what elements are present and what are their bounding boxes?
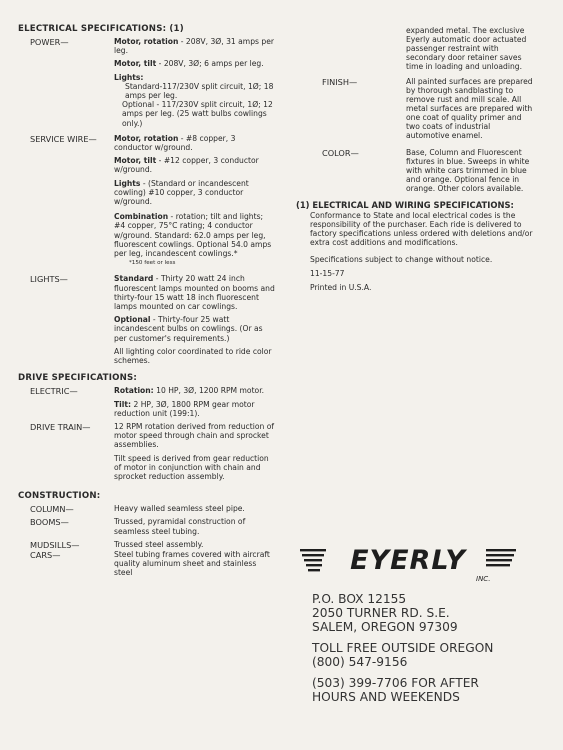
eyerly-logo <box>300 535 520 585</box>
drive-rotation: Rotation: 10 HP, 3Ø, 1200 RPM motor. <box>114 386 265 396</box>
toll-free-number: (800) 547-9156 <box>312 655 408 669</box>
address-city: SALEM, OREGON 97309 <box>312 620 458 634</box>
cars-label: CARS— <box>30 549 61 560</box>
electrical-specs-heading: ELECTRICAL SPECIFICATIONS: (1) <box>18 24 184 34</box>
drive-train-row <box>18 422 276 485</box>
power-rotation: Motor, rotation - 208V, 3Ø, 31 amps per leg. <box>114 37 275 56</box>
sw-rotation: Motor, rotation - #8 copper, 3 conductor w/ground. <box>114 133 236 153</box>
color-row <box>296 148 536 193</box>
finish-row <box>296 77 536 140</box>
electric-row <box>18 386 276 422</box>
lights-optional: Optional - Thirty-four 25 watt incandescent bulbs on cowlings. (Or as per customer's requirements.) <box>114 315 263 343</box>
construction-heading: CONSTRUCTION: <box>18 491 101 502</box>
service-wire-row <box>18 134 276 273</box>
after-hours-label: HOURS AND WEEKENDS <box>312 690 460 704</box>
power-row <box>18 37 276 132</box>
drive-train-label: DRIVE TRAIN— <box>30 421 91 432</box>
revision-date: 11-15-77 <box>310 269 345 278</box>
lights-all: All lighting color coordinated to ride color schemes. <box>114 346 272 366</box>
sw-footnote: *150 feet or less <box>129 260 176 267</box>
drive-train-tilt: Tilt speed is derived from gear reduction of motor in conjunction with chain and sprocket reduction assembly. <box>114 453 269 481</box>
finish-text: All painted surfaces are prepared by thorough sandblasting to remove rust and mill scale. All metal surfaces are prepared with one coat of quality primer and two coats of industrial automotive enamel. <box>406 77 533 140</box>
logo-inc: INC. <box>476 575 491 583</box>
column-label: COLUMN— <box>30 504 74 515</box>
color-label: COLOR— <box>322 148 359 158</box>
wiring-section <box>296 200 536 292</box>
finish-label: FINISH— <box>322 77 358 87</box>
cars-continued-text: expanded metal. The exclusive Eyerly automatic door actuated passenger restraint with secondary door retainer saves time in loading and unloading. <box>406 26 527 71</box>
booms-text: Trussed, pyramidal construction of seamless steel tubing. <box>114 517 246 536</box>
logo-wordmark: EYERLY <box>350 545 466 576</box>
cars-continued-row <box>296 26 536 71</box>
address-po-box: P.O. BOX 12155 <box>312 592 407 606</box>
mudsills-label: MUDSILLS— <box>30 539 80 550</box>
toll-free-label: TOLL FREE OUTSIDE OREGON <box>312 641 494 655</box>
mudsills-row <box>18 540 276 550</box>
drive-tilt: Tilt: 2 HP, 3Ø, 1800 RPM gear motor reduction unit (199:1). <box>114 399 255 418</box>
power-lights-standard: Standard-117/230V split circuit, 1Ø; 18 amps per leg. <box>125 81 274 101</box>
mudsills-text: Trussed steel assembly. <box>114 539 204 549</box>
address-street: 2050 TURNER RD. S.E. <box>312 606 450 620</box>
column-row <box>18 504 276 517</box>
column-text: Heavy walled seamless steel pipe. <box>114 504 245 514</box>
printed-in: Printed in U.S.A. <box>310 283 372 292</box>
color-text: Base, Column and Fluorescent fixtures in blue. Sweeps in white with white cars trimmed in blue and orange. Optional fence in orange. Other colors available. <box>406 148 530 193</box>
service-wire-label: SERVICE WIRE— <box>30 133 97 144</box>
subject-to-change: Specifications subject to change without notice. <box>310 255 493 264</box>
power-tilt: Motor, tilt - 208V, 3Ø; 6 amps per leg. <box>114 59 264 69</box>
eyerly-logo-mark <box>300 535 520 585</box>
drive-train-rotation: 12 RPM rotation derived from reduction of motor speed through chain and sprocket assemblies. <box>114 421 275 450</box>
lights-row <box>18 274 276 369</box>
wiring-heading: (1) ELECTRICAL AND WIRING SPECIFICATIONS: <box>296 200 514 210</box>
power-lights-optional: Optional - 117/230V split circuit, 1Ø; 12 amps per leg. (25 watt bulbs cowlings only.) <box>122 100 273 128</box>
booms-row <box>18 517 276 539</box>
sw-lights: Lights - (Standard or incandescent cowling) #10 copper, 3 conductor w/ground. <box>114 178 249 207</box>
power-lights-heading: Lights: <box>114 72 144 82</box>
wiring-text: Conformance to State and local electrical codes is the responsibility of the purchaser. Each ride is delivered to factory specifications unless ordered with deletions and/or extra cost additions and modifications. <box>310 211 533 247</box>
right-column <box>296 26 536 292</box>
cars-text: Steel tubing frames covered with aircraft quality aluminum sheet and stainless steel <box>114 549 270 578</box>
company-address <box>312 592 552 704</box>
cars-row <box>18 550 276 578</box>
left-column <box>18 24 276 577</box>
lights-label: LIGHTS— <box>30 274 68 285</box>
electric-label: ELECTRIC— <box>30 386 78 397</box>
booms-label: BOOMS— <box>30 517 69 528</box>
sw-combination: Combination - rotation; tilt and lights; #4 copper, 75°C rating; 4 conductor w/ground. Standard: 62.0 amps per leg, fluorescent cowlings. Optional 54.0 amps per leg, incandescent cowlings.* <box>114 212 272 259</box>
power-label: POWER— <box>30 37 69 47</box>
drive-specs-heading: DRIVE SPECIFICATIONS: <box>18 373 138 384</box>
after-hours-number: (503) 399-7706 FOR AFTER <box>312 676 479 690</box>
sw-tilt: Motor, tilt - #12 copper, 3 conductor w/ground. <box>114 156 259 175</box>
lights-standard: Standard - Thirty 20 watt 24 inch fluorescent lamps mounted on booms and thirty-four 15 watt 18 inch fluorescent lamps mounted on car cowlings. <box>114 274 275 312</box>
